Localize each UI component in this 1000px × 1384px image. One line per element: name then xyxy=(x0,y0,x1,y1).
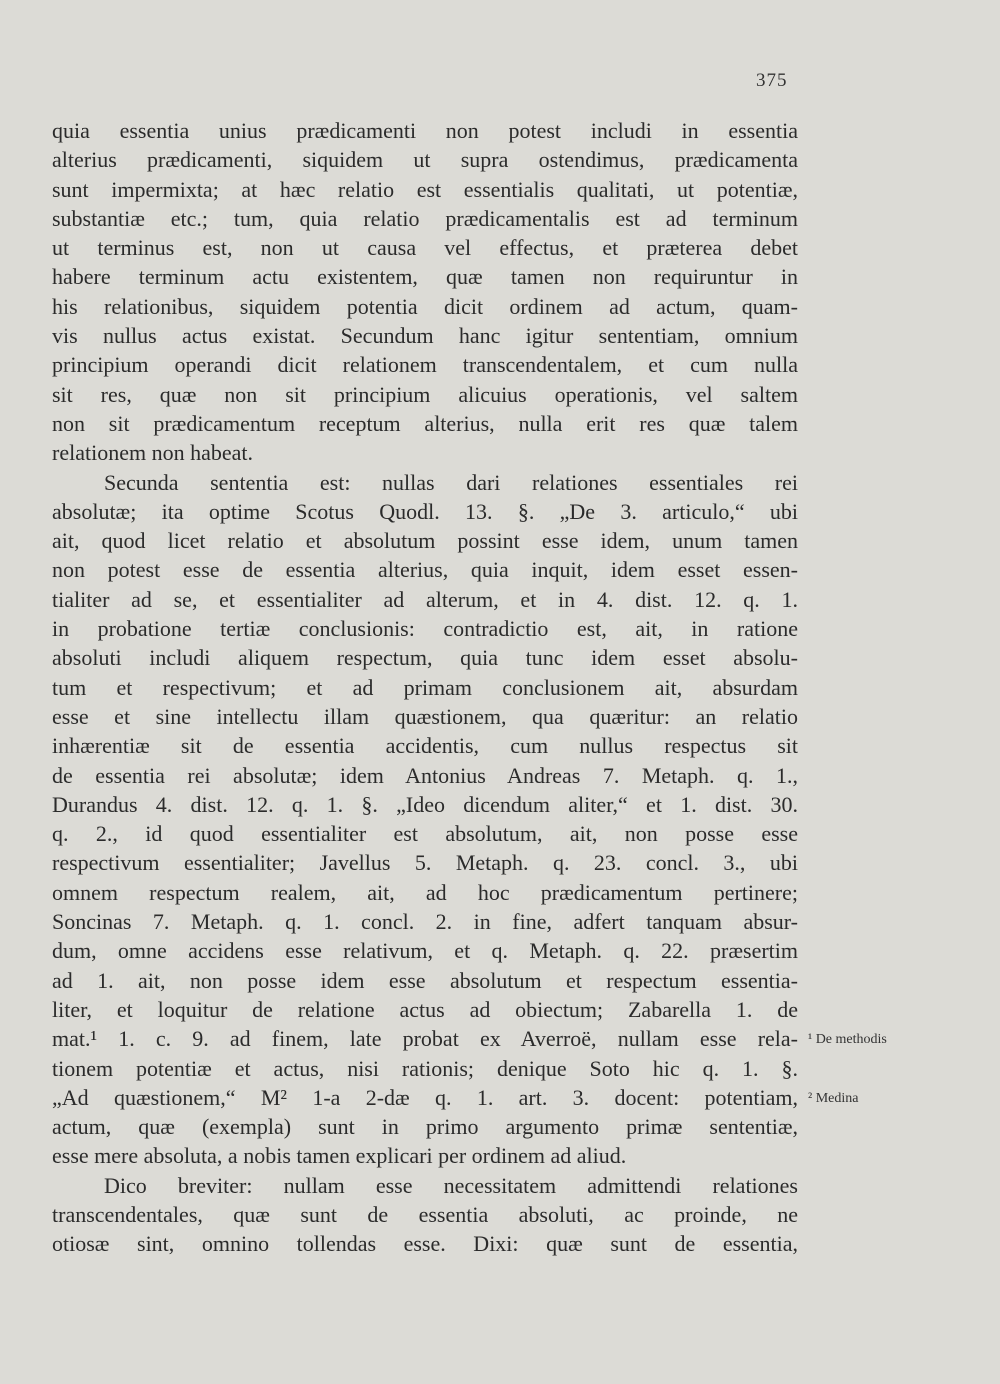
text-line: non potest esse de essentia alterius, quia inquit, idem esset essen- xyxy=(52,557,798,583)
text-line: tionem potentiæ et actus, nisi rationis; denique Soto hic q. 1. §. xyxy=(52,1055,798,1081)
text-line: non sit prædicamentum receptum alterius, nulla erit res quæ talem xyxy=(52,410,798,436)
text-line: tum et respectivum; et ad primam conclusionem ait, absurdam xyxy=(52,674,798,700)
text-line: sunt impermixta; at hæc relatio est essentialis qualitati, ut potentiæ, xyxy=(52,176,798,202)
text-line: otiosæ sint, omnino tollendas esse. Dixi: quæ sunt de essentia, xyxy=(52,1231,798,1257)
text-line: Dico breviter: nullam esse necessitatem admittendi relationes xyxy=(104,1172,798,1198)
text-line: Soncinas 7. Metaph. q. 1. concl. 2. in fine, adfert tanquam absur- xyxy=(52,909,798,935)
margin-note: ¹ De methodis xyxy=(808,1032,887,1048)
text-line: substantiæ etc.; tum, quia relatio prædicamentalis est ad terminum xyxy=(52,205,798,231)
text-line: de essentia rei absolutæ; idem Antonius Andreas 7. Metaph. q. 1., xyxy=(52,762,798,788)
text-line: respectivum essentialiter; Javellus 5. Metaph. q. 23. concl. 3., ubi xyxy=(52,850,798,876)
text-line: Durandus 4. dist. 12. q. 1. §. „Ideo dicendum aliter,“ et 1. dist. 30. xyxy=(52,791,798,817)
text-line: sit res, quæ non sit principium alicuius operationis, vel saltem xyxy=(52,381,798,407)
text-line: ait, quod licet relatio et absolutum possint esse idem, unum tamen xyxy=(52,528,798,554)
text-line: esse et sine intellectu illam quæstionem, qua quæritur: an relatio xyxy=(52,703,798,729)
text-line: principium operandi dicit relationem transcendentalem, et cum nulla xyxy=(52,352,798,378)
text-line: „Ad quæstionem,“ M² 1-a 2-dæ q. 1. art. 3. docent: potentiam, xyxy=(52,1084,798,1110)
text-line: Secunda sententia est: nullas dari relationes essentiales rei xyxy=(104,469,798,495)
text-line: esse mere absoluta, a nobis tamen explicari per ordinem ad aliud. xyxy=(52,1143,627,1169)
text-line: habere terminum actu existentem, quæ tamen non requiruntur in xyxy=(52,264,798,290)
text-line: ad 1. ait, non posse idem esse absolutum et respectum essentia- xyxy=(52,967,798,993)
text-line: absolutæ; ita optime Scotus Quodl. 13. §. „De 3. articulo,“ ubi xyxy=(52,498,798,524)
text-line: vis nullus actus existat. Secundum hanc igitur sententiam, omnium xyxy=(52,323,798,349)
text-line: ut terminus est, non ut causa vel effectus, et præterea debet xyxy=(52,235,798,261)
text-line: transcendentales, quæ sunt de essentia absoluti, ac proinde, ne xyxy=(52,1201,798,1227)
text-line: absoluti includi aliquem respectum, quia tunc idem esset absolu- xyxy=(52,645,798,671)
text-line: actum, quæ (exempla) sunt in primo argumento primæ sententiæ, xyxy=(52,1114,798,1140)
text-line: q. 2., id quod essentialiter est absolutum, ait, non posse esse xyxy=(52,821,798,847)
text-line: relationem non habeat. xyxy=(52,440,253,466)
page-number: 375 xyxy=(756,70,788,91)
text-line: his relationibus, siquidem potentia dicit ordinem ad actum, quam- xyxy=(52,293,798,319)
text-body xyxy=(52,116,798,1259)
text-line: mat.¹ 1. c. 9. ad finem, late probat ex Averroë, nullam esse rela- xyxy=(52,1026,798,1052)
text-line: liter, et loquitur de relatione actus ad obiectum; Zabarella 1. de xyxy=(52,996,798,1022)
text-line: inhærentiæ sit de essentia accidentis, cum nullus respectus sit xyxy=(52,733,798,759)
margin-note: ² Medina xyxy=(808,1090,859,1106)
text-line: quia essentia unius prædicamenti non potest includi in essentia xyxy=(52,118,798,143)
text-line: in probatione tertiæ conclusionis: contradictio est, ait, in ratione xyxy=(52,616,798,642)
text-line: dum, omne accidens esse relativum, et q. Metaph. q. 22. præsertim xyxy=(52,938,798,964)
text-line: alterius prædicamenti, siquidem ut supra ostendimus, prædicamenta xyxy=(52,147,798,173)
text-line: omnem respectum realem, ait, ad hoc prædicamentum pertinere; xyxy=(52,879,798,905)
text-line: tialiter ad se, et essentialiter ad alterum, et in 4. dist. 12. q. 1. xyxy=(52,586,798,612)
